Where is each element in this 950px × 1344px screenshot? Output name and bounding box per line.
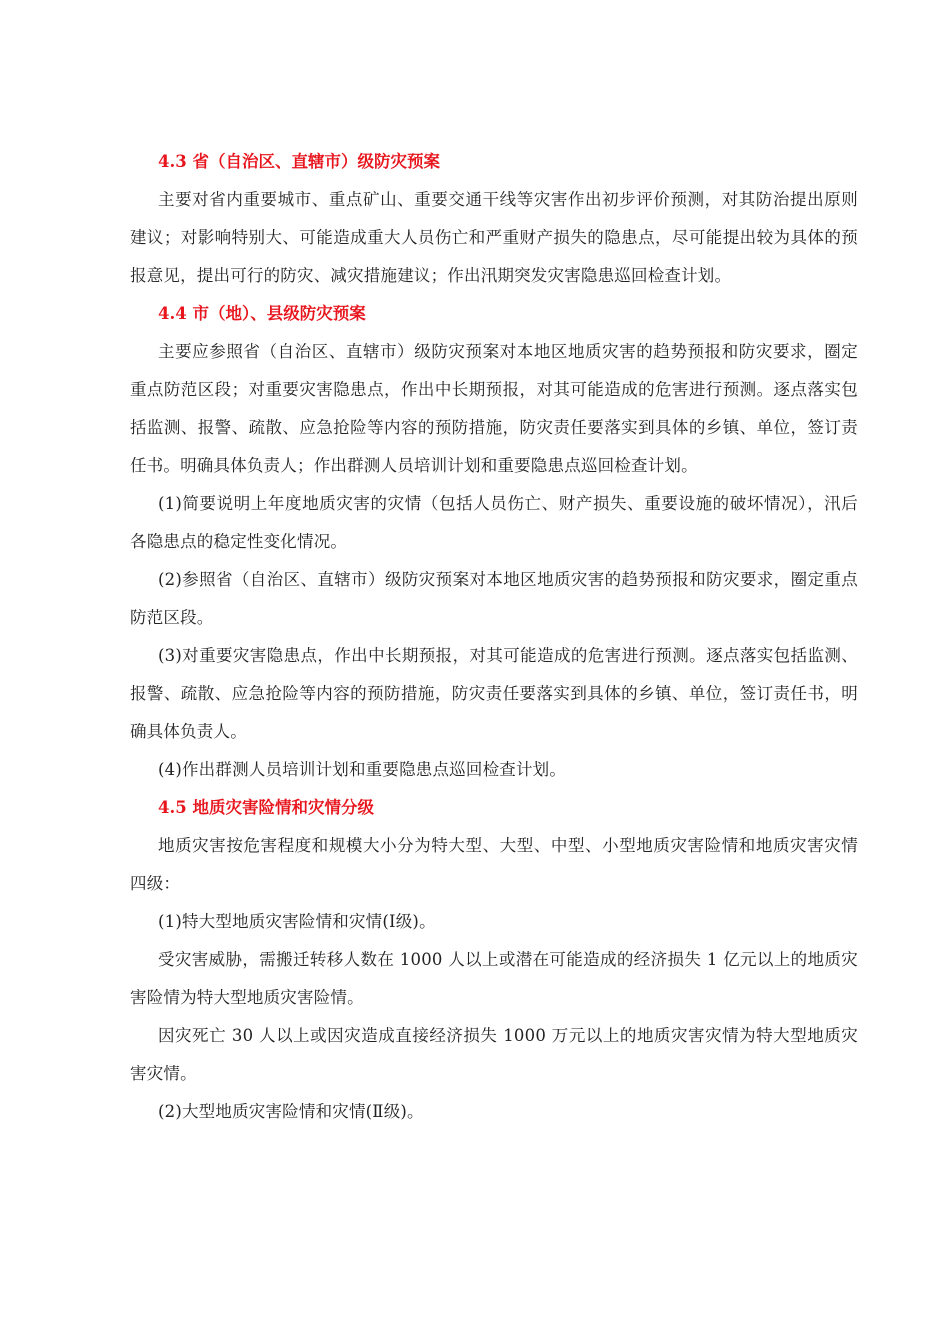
list-item: (3)对重要灾害隐患点，作出中长期预报，对其可能造成的危害进行预测。逐点落实包括监测、报警、疏散、应急抢险等内容的预防措施，防灾责任要落实到具体的乡镇、单位，签订责任书，明确具体负责人。 (130, 646, 858, 741)
list-item: (2)大型地质灾害险情和灾情(Ⅱ级)。 (158, 1102, 424, 1121)
list-item: (1)特大型地质灾害险情和灾情(Ⅰ级)。 (158, 912, 436, 931)
section-4-5 (130, 789, 858, 1131)
section-4-3 (130, 143, 858, 295)
list-item: (2)参照省（自治区、直辖市）级防灾预案对本地区地质灾害的趋势预报和防灾要求，圈定重点防范区段。 (130, 570, 858, 627)
paragraph: 地质灾害按危害程度和规模大小分为特大型、大型、中型、小型地质灾害险情和地质灾害灾情四级： (130, 836, 858, 893)
paragraph: 主要对省内重要城市、重点矿山、重要交通干线等灾害作出初步评价预测，对其防治提出原则建议；对影响特别大、可能造成重大人员伤亡和严重财产损失的隐患点，尽可能提出较为具体的预报意见，提出可行的防灾、减灾措施建议；作出汛期突发灾害隐患巡回检查计划。 (130, 190, 858, 285)
section-heading: 4.4 市（地）、县级防灾预案 (158, 304, 366, 323)
paragraph: 因灾死亡 30 人以上或因灾造成直接经济损失 1000 万元以上的地质灾害灾情为特大型地质灾害灾情。 (130, 1026, 858, 1083)
section-heading: 4.3 省（自治区、直辖市）级防灾预案 (158, 152, 440, 171)
document-body (130, 143, 858, 1131)
list-item: (4)作出群测人员培训计划和重要隐患点巡回检查计划。 (158, 760, 567, 779)
paragraph: 受灾害威胁，需搬迁转移人数在 1000 人以上或潜在可能造成的经济损失 1 亿元以上的地质灾害险情为特大型地质灾害险情。 (130, 950, 858, 1007)
section-heading: 4.5 地质灾害险情和灾情分级 (158, 798, 374, 817)
list-item: (1)简要说明上年度地质灾害的灾情（包括人员伤亡、财产损失、重要设施的破坏情况），汛后各隐患点的稳定性变化情况。 (130, 494, 858, 551)
paragraph: 主要应参照省（自治区、直辖市）级防灾预案对本地区地质灾害的趋势预报和防灾要求，圈定重点防范区段；对重要灾害隐患点，作出中长期预报，对其可能造成的危害进行预测。逐点落实包括监测、报警、疏散、应急抢险等内容的预防措施，防灾责任要落实到具体的乡镇、单位，签订责任书。明确具体负责人；作出群测人员培训计划和重要隐患点巡回检查计划。 (130, 342, 858, 475)
section-4-4 (130, 295, 858, 789)
